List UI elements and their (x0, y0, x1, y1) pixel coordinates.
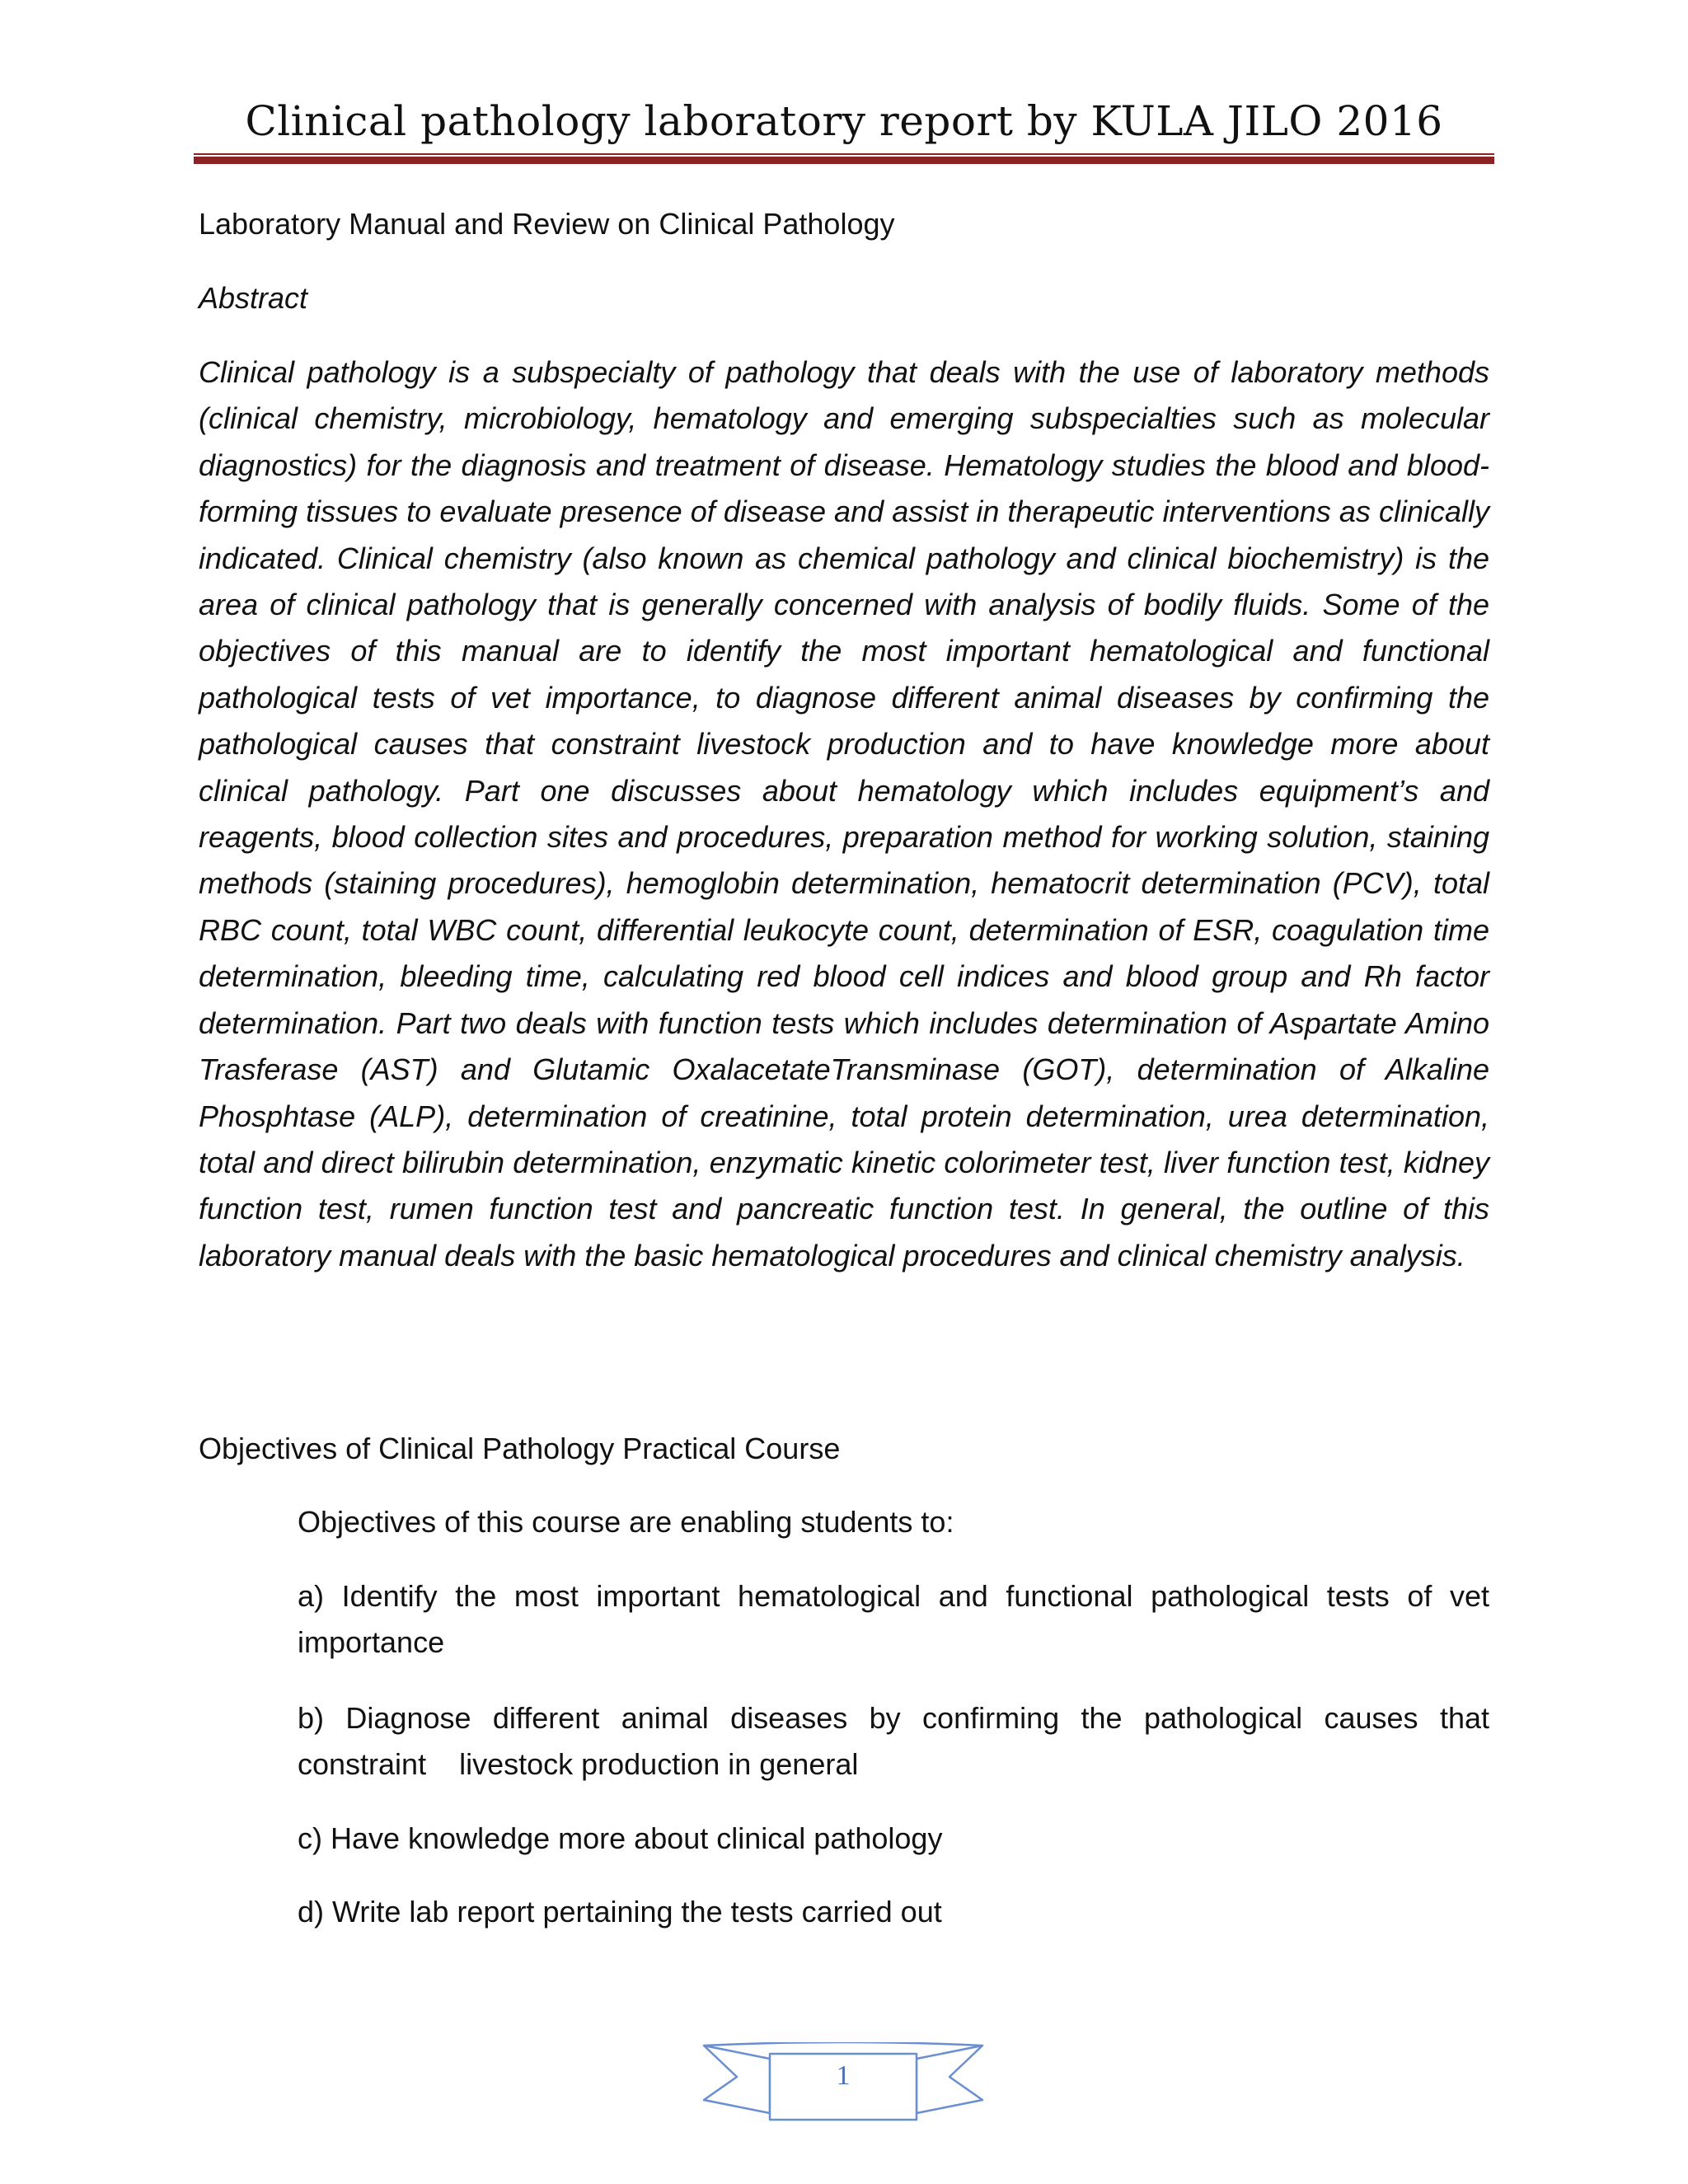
objective-item: d) Write lab report pertaining the tests carried out (298, 1895, 942, 1929)
objectives-intro: Objectives of this course are enabling students to: (298, 1505, 954, 1539)
abstract-label: Abstract (199, 281, 308, 315)
objective-item: b) Diagnose different animal diseases by confirming the pathological causes that constraint livestock production in general (298, 1701, 1498, 1782)
objective-item: a) Identify the most important hematological and functional pathological tests of vet importance (298, 1579, 1489, 1660)
page-number: 1 (836, 2060, 851, 2091)
header-rule-thick (194, 157, 1494, 164)
abstract-paragraph: Clinical pathology is a subspecialty of pathology that deals with the use of laboratory methods (clinical chemistry, microbiology, hematology and emerging subspecialties such as molecular diagnostics) for the diagnosis and treatment of disease. Hematology studies the blood and blood-forming tissues to evaluate presence of disease and assist in therapeutic interventions as clinically indicated. Clinical chemistry (also known as chemical pathology and clinical biochemistry) is the area of clinical pathology that is generally concerned with analysis of bodily fluids. Some of the objectives of this manual are to identify the most important hematological and functional pathological tests of vet importance, to diagnose different animal diseases by confirming the pathological causes that constraint livestock production and to have knowledge more about clinical pathology. Part one discusses about hematology which includes equipment’s and reagents, blood collection sites and procedures, preparation method for working solution, staining methods (staining procedures), hemoglobin determination, hematocrit determination (PCV), total RBC count, total WBC count, differential leukocyte count, determination of ESR, coagulation time determination, bleeding time, calculating red blood cell indices and blood group and Rh factor determination. Part two deals with function tests which includes determination of Aspartate Amino Trasferase (AST) and Glutamic OxalacetateTransminase (GOT), determination of Alkaline Phosphtase (ALP), determination of creatinine, total protein determination, urea determination, total and direct bilirubin determination, enzymatic kinetic colorimeter test, liver function test, kidney function test, rumen function test and pancreatic function test. In general, the outline of this laboratory manual deals with the basic hematological procedures and clinical chemistry analysis. (199, 355, 1489, 1272)
manual-title: Laboratory Manual and Review on Clinical Pathology (199, 207, 895, 241)
page-number-ribbon (701, 2042, 986, 2125)
header-title: Clinical pathology laboratory report by KULA JILO 2016 (245, 97, 1443, 145)
objective-item: c) Have knowledge more about clinical pathology (298, 1821, 943, 1855)
header-rule-thin (194, 153, 1494, 155)
objectives-heading: Objectives of Clinical Pathology Practical Course (199, 1432, 841, 1465)
